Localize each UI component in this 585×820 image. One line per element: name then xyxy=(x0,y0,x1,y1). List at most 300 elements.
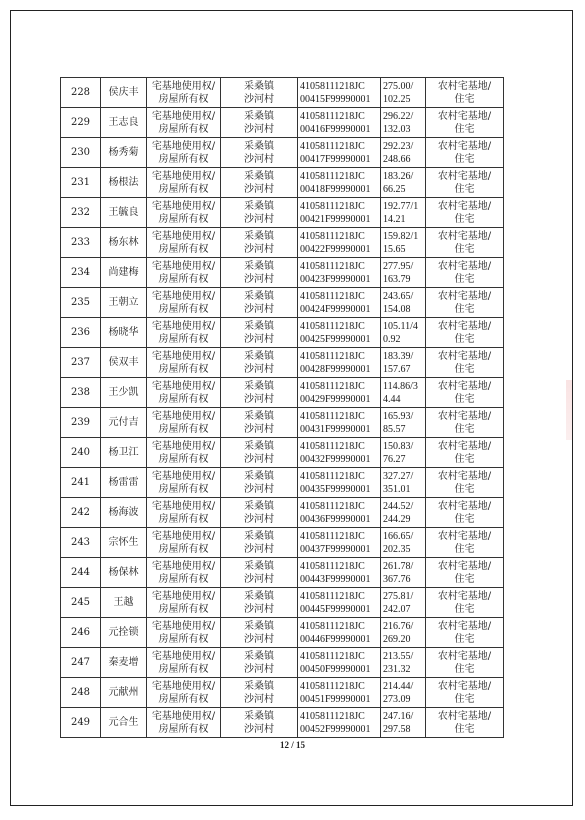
area-line-2: 269.20 xyxy=(383,633,411,645)
unit-code-cell xyxy=(298,618,381,648)
unit-code-line-1: 41058111218JC xyxy=(300,470,365,482)
land-use-line-1: 农村宅基地/ xyxy=(437,110,492,122)
area-cell xyxy=(381,588,426,618)
area-line-2: 248.66 xyxy=(383,153,411,165)
location-line-2: 沙河村 xyxy=(244,363,274,375)
land-use-cell xyxy=(426,138,504,168)
area-line-1: 150.83/ xyxy=(383,440,414,452)
land-use-line-2: 住宅 xyxy=(454,243,475,255)
area-line-2: 85.57 xyxy=(383,423,406,435)
location-cell xyxy=(221,648,298,678)
land-use-line-1: 农村宅基地/ xyxy=(437,230,492,242)
location-line-2: 沙河村 xyxy=(244,483,274,495)
owner-name-cell: 王越 xyxy=(101,588,147,618)
location-line-2: 沙河村 xyxy=(244,183,274,195)
unit-code-line-1: 41058111218JC xyxy=(300,380,365,392)
land-use-line-2: 住宅 xyxy=(454,603,475,615)
table-row xyxy=(61,498,504,528)
right-type-cell xyxy=(147,318,221,348)
area-line-2: 244.29 xyxy=(383,513,411,525)
right-type-line-1: 宅基地使用权/ xyxy=(151,650,216,662)
owner-name-cell: 杨保林 xyxy=(101,558,147,588)
owner-name-cell: 杨卫江 xyxy=(101,438,147,468)
right-type-line-2: 房屋所有权 xyxy=(158,333,209,345)
land-use-line-1: 农村宅基地/ xyxy=(437,260,492,272)
area-cell xyxy=(381,258,426,288)
right-type-line-2: 房屋所有权 xyxy=(158,243,209,255)
table-row xyxy=(61,438,504,468)
table-row xyxy=(61,108,504,138)
location-cell xyxy=(221,348,298,378)
unit-code-cell xyxy=(298,468,381,498)
unit-code-line-2: 00435F99990001 xyxy=(300,483,371,495)
area-line-1: 213.55/ xyxy=(383,650,414,662)
owner-name-cell: 侯双丰 xyxy=(101,348,147,378)
area-line-2: 231.32 xyxy=(383,663,411,675)
area-line-2: 351.01 xyxy=(383,483,411,495)
location-cell xyxy=(221,588,298,618)
location-line-2: 沙河村 xyxy=(244,93,274,105)
record-number-cell: 228 xyxy=(61,78,101,108)
owner-name-cell: 元付吉 xyxy=(101,408,147,438)
land-use-line-2: 住宅 xyxy=(454,453,475,465)
unit-code-line-1: 41058111218JC xyxy=(300,680,365,692)
land-use-cell xyxy=(426,78,504,108)
land-use-cell xyxy=(426,498,504,528)
unit-code-line-1: 41058111218JC xyxy=(300,230,365,242)
record-number-cell: 241 xyxy=(61,468,101,498)
unit-code-cell xyxy=(298,648,381,678)
owner-name-cell: 尚建梅 xyxy=(101,258,147,288)
area-line-1: 105.11/4 xyxy=(383,320,418,332)
owner-name-cell: 杨海波 xyxy=(101,498,147,528)
unit-code-line-1: 41058111218JC xyxy=(300,590,365,602)
unit-code-line-2: 00431F99990001 xyxy=(300,423,371,435)
table-row xyxy=(61,138,504,168)
record-number-cell: 247 xyxy=(61,648,101,678)
location-line-1: 采桑镇 xyxy=(244,140,274,152)
record-number-cell: 232 xyxy=(61,198,101,228)
land-use-line-1: 农村宅基地/ xyxy=(437,140,492,152)
owner-name-cell: 王毓良 xyxy=(101,198,147,228)
land-use-cell xyxy=(426,438,504,468)
location-cell xyxy=(221,708,298,738)
unit-code-cell xyxy=(298,258,381,288)
area-line-2: 132.03 xyxy=(383,123,411,135)
land-use-line-2: 住宅 xyxy=(454,573,475,585)
location-cell xyxy=(221,138,298,168)
area-cell xyxy=(381,228,426,258)
unit-code-cell xyxy=(298,228,381,258)
location-line-1: 采桑镇 xyxy=(244,590,274,602)
location-line-1: 采桑镇 xyxy=(244,650,274,662)
unit-code-line-2: 00443F99990001 xyxy=(300,573,371,585)
location-line-1: 采桑镇 xyxy=(244,230,274,242)
land-use-line-2: 住宅 xyxy=(454,663,475,675)
unit-code-line-1: 41058111218JC xyxy=(300,650,365,662)
right-type-cell xyxy=(147,408,221,438)
area-line-1: 327.27/ xyxy=(383,470,414,482)
area-line-2: 4.44 xyxy=(383,393,401,405)
table-row xyxy=(61,678,504,708)
record-number-cell: 243 xyxy=(61,528,101,558)
land-use-cell xyxy=(426,648,504,678)
right-type-line-1: 宅基地使用权/ xyxy=(151,290,216,302)
land-use-line-2: 住宅 xyxy=(454,273,475,285)
right-type-line-2: 房屋所有权 xyxy=(158,123,209,135)
location-line-1: 采桑镇 xyxy=(244,350,274,362)
owner-name-cell: 杨秀菊 xyxy=(101,138,147,168)
right-type-line-2: 房屋所有权 xyxy=(158,513,209,525)
location-cell xyxy=(221,468,298,498)
location-cell xyxy=(221,108,298,138)
owner-name-cell: 杨根法 xyxy=(101,168,147,198)
owner-name-cell: 王朝立 xyxy=(101,288,147,318)
right-type-line-1: 宅基地使用权/ xyxy=(151,620,216,632)
area-cell xyxy=(381,78,426,108)
right-type-line-2: 房屋所有权 xyxy=(158,213,209,225)
right-type-cell xyxy=(147,678,221,708)
right-type-cell xyxy=(147,528,221,558)
unit-code-line-1: 41058111218JC xyxy=(300,200,365,212)
unit-code-line-2: 00425F99990001 xyxy=(300,333,371,345)
record-number-cell: 245 xyxy=(61,588,101,618)
location-line-1: 采桑镇 xyxy=(244,530,274,542)
unit-code-line-2: 00429F99990001 xyxy=(300,393,371,405)
owner-name-cell: 杨东林 xyxy=(101,228,147,258)
location-line-2: 沙河村 xyxy=(244,123,274,135)
area-cell xyxy=(381,708,426,738)
area-line-2: 102.25 xyxy=(383,93,411,105)
land-use-cell xyxy=(426,558,504,588)
area-line-2: 163.79 xyxy=(383,273,411,285)
right-type-line-2: 房屋所有权 xyxy=(158,153,209,165)
land-use-line-1: 农村宅基地/ xyxy=(437,680,492,692)
right-type-cell xyxy=(147,108,221,138)
land-use-cell xyxy=(426,588,504,618)
area-line-1: 166.65/ xyxy=(383,530,414,542)
unit-code-line-1: 41058111218JC xyxy=(300,560,365,572)
location-line-2: 沙河村 xyxy=(244,603,274,615)
location-cell xyxy=(221,378,298,408)
right-type-line-1: 宅基地使用权/ xyxy=(151,590,216,602)
right-type-line-2: 房屋所有权 xyxy=(158,693,209,705)
land-use-line-1: 农村宅基地/ xyxy=(437,650,492,662)
registry-table xyxy=(60,77,504,738)
area-line-1: 192.77/1 xyxy=(383,200,419,212)
land-use-line-2: 住宅 xyxy=(454,303,475,315)
area-line-1: 114.86/3 xyxy=(383,380,418,392)
right-type-line-2: 房屋所有权 xyxy=(158,273,209,285)
record-number-cell: 239 xyxy=(61,408,101,438)
unit-code-line-1: 41058111218JC xyxy=(300,620,365,632)
right-type-line-2: 房屋所有权 xyxy=(158,663,209,675)
unit-code-line-2: 00422F99990001 xyxy=(300,243,371,255)
land-use-line-1: 农村宅基地/ xyxy=(437,380,492,392)
land-use-cell xyxy=(426,288,504,318)
table-row xyxy=(61,468,504,498)
unit-code-line-1: 41058111218JC xyxy=(300,440,365,452)
right-type-cell xyxy=(147,288,221,318)
record-number-cell: 229 xyxy=(61,108,101,138)
area-line-2: 15.65 xyxy=(383,243,406,255)
unit-code-line-2: 00416F99990001 xyxy=(300,123,371,135)
table-row xyxy=(61,78,504,108)
unit-code-line-2: 00423F99990001 xyxy=(300,273,371,285)
land-use-line-2: 住宅 xyxy=(454,213,475,225)
unit-code-line-2: 00446F99990001 xyxy=(300,633,371,645)
location-line-1: 采桑镇 xyxy=(244,620,274,632)
location-cell xyxy=(221,78,298,108)
location-line-1: 采桑镇 xyxy=(244,560,274,572)
land-use-line-2: 住宅 xyxy=(454,183,475,195)
land-use-line-2: 住宅 xyxy=(454,513,475,525)
unit-code-cell xyxy=(298,678,381,708)
right-type-line-2: 房屋所有权 xyxy=(158,453,209,465)
location-cell xyxy=(221,198,298,228)
land-use-cell xyxy=(426,528,504,558)
unit-code-line-1: 41058111218JC xyxy=(300,350,365,362)
unit-code-line-2: 00432F99990001 xyxy=(300,453,371,465)
location-line-2: 沙河村 xyxy=(244,333,274,345)
location-line-2: 沙河村 xyxy=(244,633,274,645)
area-cell xyxy=(381,288,426,318)
unit-code-cell xyxy=(298,708,381,738)
right-type-line-1: 宅基地使用权/ xyxy=(151,680,216,692)
unit-code-cell xyxy=(298,198,381,228)
record-number-cell: 233 xyxy=(61,228,101,258)
location-line-1: 采桑镇 xyxy=(244,500,274,512)
unit-code-cell xyxy=(298,528,381,558)
location-line-2: 沙河村 xyxy=(244,543,274,555)
unit-code-line-1: 41058111218JC xyxy=(300,530,365,542)
table-row xyxy=(61,648,504,678)
table-row xyxy=(61,168,504,198)
unit-code-line-2: 00445F99990001 xyxy=(300,603,371,615)
land-use-cell xyxy=(426,408,504,438)
land-use-cell xyxy=(426,708,504,738)
area-line-2: 0.92 xyxy=(383,333,401,345)
record-number-cell: 238 xyxy=(61,378,101,408)
area-cell xyxy=(381,558,426,588)
unit-code-line-1: 41058111218JC xyxy=(300,500,365,512)
unit-code-cell xyxy=(298,78,381,108)
area-line-1: 183.39/ xyxy=(383,350,414,362)
right-type-line-2: 房屋所有权 xyxy=(158,183,209,195)
area-cell xyxy=(381,108,426,138)
area-line-1: 183.26/ xyxy=(383,170,414,182)
land-use-cell xyxy=(426,378,504,408)
right-type-cell xyxy=(147,648,221,678)
owner-name-cell: 宗怀生 xyxy=(101,528,147,558)
owner-name-cell: 王志良 xyxy=(101,108,147,138)
area-cell xyxy=(381,378,426,408)
unit-code-cell xyxy=(298,408,381,438)
land-use-line-2: 住宅 xyxy=(454,543,475,555)
land-use-line-2: 住宅 xyxy=(454,93,475,105)
area-line-2: 367.76 xyxy=(383,573,411,585)
location-cell xyxy=(221,438,298,468)
right-type-line-1: 宅基地使用权/ xyxy=(151,440,216,452)
right-type-cell xyxy=(147,438,221,468)
location-line-1: 采桑镇 xyxy=(244,200,274,212)
right-type-cell xyxy=(147,468,221,498)
right-type-cell xyxy=(147,498,221,528)
area-line-2: 66.25 xyxy=(383,183,406,195)
location-line-1: 采桑镇 xyxy=(244,320,274,332)
right-type-line-2: 房屋所有权 xyxy=(158,93,209,105)
land-use-line-2: 住宅 xyxy=(454,123,475,135)
record-number-cell: 231 xyxy=(61,168,101,198)
record-number-cell: 246 xyxy=(61,618,101,648)
table-row xyxy=(61,528,504,558)
owner-name-cell: 王少凯 xyxy=(101,378,147,408)
record-number-cell: 248 xyxy=(61,678,101,708)
area-line-2: 76.27 xyxy=(383,453,406,465)
unit-code-line-2: 00436F99990001 xyxy=(300,513,371,525)
right-type-line-1: 宅基地使用权/ xyxy=(151,140,216,152)
right-type-cell xyxy=(147,348,221,378)
location-cell xyxy=(221,528,298,558)
location-line-2: 沙河村 xyxy=(244,723,274,735)
right-type-cell xyxy=(147,588,221,618)
land-use-cell xyxy=(426,618,504,648)
area-line-2: 242.07 xyxy=(383,603,411,615)
record-number-cell: 242 xyxy=(61,498,101,528)
location-cell xyxy=(221,168,298,198)
area-cell xyxy=(381,528,426,558)
right-type-line-1: 宅基地使用权/ xyxy=(151,110,216,122)
table-row xyxy=(61,198,504,228)
location-cell xyxy=(221,618,298,648)
location-cell xyxy=(221,678,298,708)
location-line-1: 采桑镇 xyxy=(244,680,274,692)
unit-code-line-2: 00415F99990001 xyxy=(300,93,371,105)
unit-code-cell xyxy=(298,438,381,468)
record-number-cell: 235 xyxy=(61,288,101,318)
unit-code-line-2: 00437F99990001 xyxy=(300,543,371,555)
table-row xyxy=(61,348,504,378)
table-row xyxy=(61,258,504,288)
area-line-1: 244.52/ xyxy=(383,500,414,512)
land-use-cell xyxy=(426,348,504,378)
area-line-1: 216.76/ xyxy=(383,620,414,632)
land-use-line-2: 住宅 xyxy=(454,423,475,435)
unit-code-line-2: 00418F99990001 xyxy=(300,183,371,195)
land-use-cell xyxy=(426,678,504,708)
land-use-line-1: 农村宅基地/ xyxy=(437,590,492,602)
area-line-1: 247.16/ xyxy=(383,710,414,722)
owner-name-cell: 元献州 xyxy=(101,678,147,708)
location-cell xyxy=(221,558,298,588)
right-type-line-1: 宅基地使用权/ xyxy=(151,710,216,722)
location-line-1: 采桑镇 xyxy=(244,290,274,302)
area-line-1: 159.82/1 xyxy=(383,230,419,242)
record-number-cell: 237 xyxy=(61,348,101,378)
location-line-1: 采桑镇 xyxy=(244,410,274,422)
right-type-cell xyxy=(147,558,221,588)
land-use-line-2: 住宅 xyxy=(454,333,475,345)
table-row xyxy=(61,408,504,438)
land-use-cell xyxy=(426,318,504,348)
table-row xyxy=(61,708,504,738)
record-number-cell: 236 xyxy=(61,318,101,348)
area-line-1: 165.93/ xyxy=(383,410,414,422)
land-use-line-1: 农村宅基地/ xyxy=(437,80,492,92)
land-use-line-2: 住宅 xyxy=(454,483,475,495)
owner-name-cell: 元合生 xyxy=(101,708,147,738)
area-cell xyxy=(381,678,426,708)
right-type-line-2: 房屋所有权 xyxy=(158,603,209,615)
location-line-2: 沙河村 xyxy=(244,693,274,705)
area-cell xyxy=(381,348,426,378)
land-use-line-2: 住宅 xyxy=(454,633,475,645)
unit-code-line-1: 41058111218JC xyxy=(300,80,365,92)
area-line-1: 261.78/ xyxy=(383,560,414,572)
right-type-cell xyxy=(147,378,221,408)
unit-code-cell xyxy=(298,348,381,378)
location-line-2: 沙河村 xyxy=(244,513,274,525)
unit-code-line-1: 41058111218JC xyxy=(300,710,365,722)
area-cell xyxy=(381,498,426,528)
right-type-line-1: 宅基地使用权/ xyxy=(151,410,216,422)
area-line-1: 277.95/ xyxy=(383,260,414,272)
record-number-cell: 234 xyxy=(61,258,101,288)
land-use-line-1: 农村宅基地/ xyxy=(437,500,492,512)
land-use-line-1: 农村宅基地/ xyxy=(437,350,492,362)
location-line-2: 沙河村 xyxy=(244,273,274,285)
right-type-cell xyxy=(147,258,221,288)
land-use-cell xyxy=(426,108,504,138)
right-type-line-1: 宅基地使用权/ xyxy=(151,320,216,332)
right-type-line-2: 房屋所有权 xyxy=(158,723,209,735)
location-cell xyxy=(221,228,298,258)
area-line-1: 292.23/ xyxy=(383,140,414,152)
right-type-line-1: 宅基地使用权/ xyxy=(151,530,216,542)
land-use-line-1: 农村宅基地/ xyxy=(437,470,492,482)
area-line-1: 296.22/ xyxy=(383,110,414,122)
unit-code-cell xyxy=(298,498,381,528)
area-cell xyxy=(381,438,426,468)
right-type-cell xyxy=(147,138,221,168)
location-line-2: 沙河村 xyxy=(244,663,274,675)
record-number-cell: 230 xyxy=(61,138,101,168)
right-type-line-2: 房屋所有权 xyxy=(158,483,209,495)
area-line-2: 273.09 xyxy=(383,693,411,705)
right-type-line-1: 宅基地使用权/ xyxy=(151,200,216,212)
record-number-cell: 244 xyxy=(61,558,101,588)
unit-code-cell xyxy=(298,318,381,348)
area-cell xyxy=(381,168,426,198)
area-cell xyxy=(381,138,426,168)
owner-name-cell: 元拴锁 xyxy=(101,618,147,648)
location-line-2: 沙河村 xyxy=(244,213,274,225)
unit-code-line-1: 41058111218JC xyxy=(300,290,365,302)
right-type-cell xyxy=(147,198,221,228)
area-cell xyxy=(381,318,426,348)
right-type-line-2: 房屋所有权 xyxy=(158,363,209,375)
unit-code-line-1: 41058111218JC xyxy=(300,140,365,152)
area-cell xyxy=(381,468,426,498)
unit-code-line-1: 41058111218JC xyxy=(300,320,365,332)
owner-name-cell: 杨雷雷 xyxy=(101,468,147,498)
location-cell xyxy=(221,318,298,348)
table-row xyxy=(61,558,504,588)
location-line-2: 沙河村 xyxy=(244,573,274,585)
location-cell xyxy=(221,288,298,318)
unit-code-cell xyxy=(298,138,381,168)
land-use-line-1: 农村宅基地/ xyxy=(437,290,492,302)
